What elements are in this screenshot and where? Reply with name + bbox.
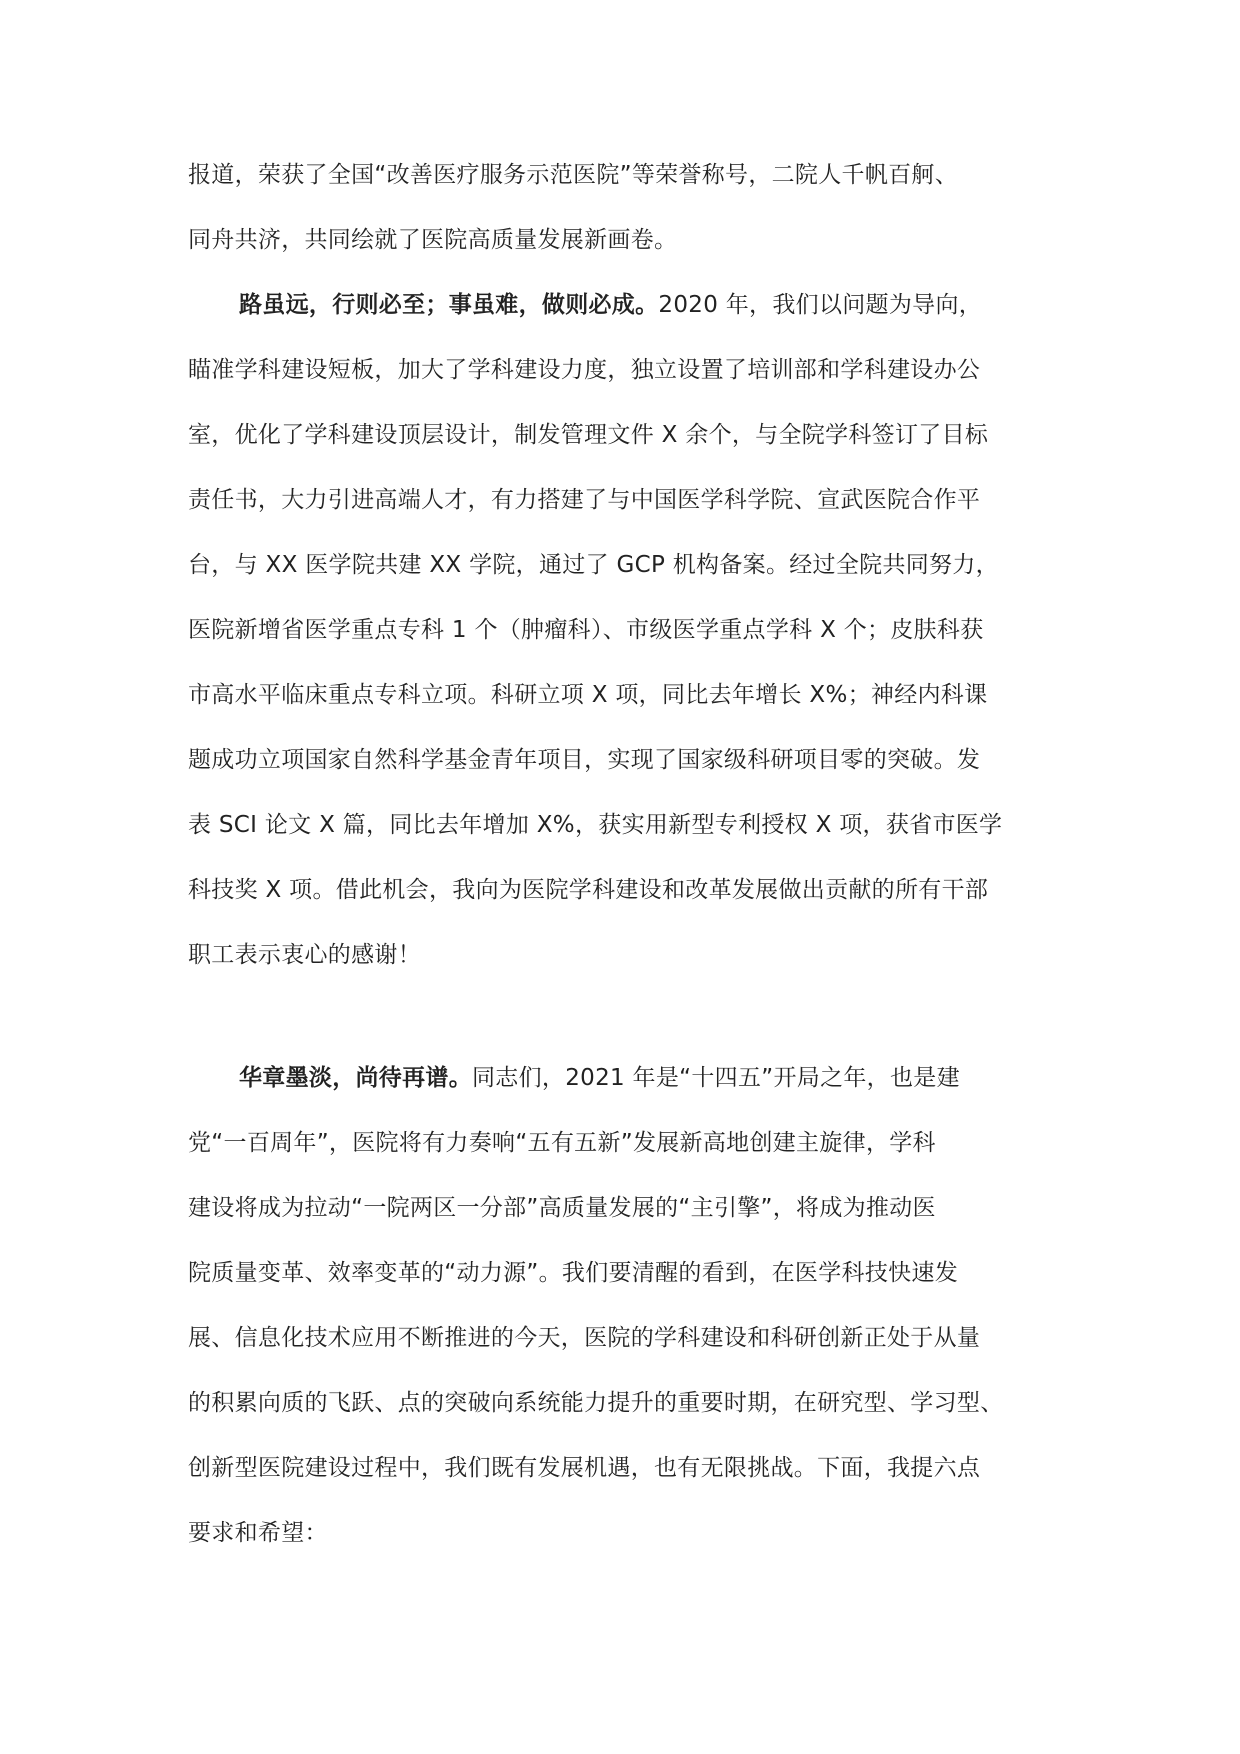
paragraph-line: 科技奖 X 项。借此机会，我向为医院学科建设和改革发展做出贡献的所有干部 [188, 877, 989, 903]
paragraph-line: 题成功立项国家自然科学基金青年项目，实现了国家级科研项目零的突破。发 [188, 747, 981, 773]
paragraph-line: 党“一百周年”，医院将有力奏响“五有五新”发展新高地创建主旋律，学科 [188, 1130, 936, 1156]
paragraph-lead-bold: 华章墨淡，尚待再谱。 [239, 1065, 472, 1091]
paragraph-first-line-text: 2020 年，我们以问题为导向， [658, 292, 983, 318]
paragraph-line: 创新型医院建设过程中，我们既有发展机遇，也有无限挑战。下面，我提六点 [188, 1455, 981, 1481]
paragraph-line: 职工表示衷心的感谢！ [188, 942, 421, 968]
paragraph-line: 同舟共济，共同绘就了医院高质量发展新画卷。 [188, 227, 678, 253]
paragraph-line: 报道，荣获了全国“改善医疗服务示范医院”等荣誉称号，二院人千帆百舸、 [188, 162, 959, 188]
paragraph-line: 院质量变革、效率变革的“动力源”。我们要清醒的看到，在医学科技快速发 [188, 1260, 959, 1286]
paragraph-line: 展、信息化技术应用不断推进的今天，医院的学科建设和科研创新正处于从量 [188, 1325, 981, 1351]
paragraph-first-line [188, 273, 1064, 338]
paragraph-2 [188, 273, 1064, 988]
paragraph-line: 台，与 XX 医学院共建 XX 学院，通过了 GCP 机构备案。经过全院共同努力， [188, 552, 999, 578]
paragraph-line: 责任书，大力引进高端人才，有力搭建了与中国医学科学院、宣武医院合作平 [188, 487, 981, 513]
paragraph-line: 建设将成为拉动“一院两区一分部”高质量发展的“主引擎”，将成为推动医 [188, 1195, 936, 1221]
paragraph-lead-bold: 路虽远，行则必至；事虽难，做则必成。 [239, 292, 659, 318]
paragraph-line: 室，优化了学科建设顶层设计，制发管理文件 X 余个，与全院学科签订了目标 [188, 422, 989, 448]
paragraph-first-line [188, 1046, 1064, 1111]
paragraph-line: 市高水平临床重点专科立项。科研立项 X 项，同比去年增长 X%；神经内科课 [188, 682, 988, 708]
paragraph-3 [188, 1046, 1064, 1566]
paragraph-first-line-text: 同志们，2021 年是“十四五”开局之年，也是建 [472, 1065, 960, 1091]
paragraph-line: 的积累向质的飞跃、点的突破向系统能力提升的重要时期，在研究型、学习型、 [188, 1390, 1004, 1416]
paragraph-line: 要求和希望： [188, 1520, 328, 1546]
paragraph-line: 医院新增省医学重点专科 1 个（肿瘤科）、市级医学重点学科 X 个；皮肤科获 [188, 617, 984, 643]
paragraph-line: 表 SCI 论文 X 篇，同比去年增加 X%，获实用新型专利授权 X 项，获省市医学 [188, 812, 1003, 838]
paragraph-1 [188, 143, 1064, 273]
paragraph-line: 瞄准学科建设短板，加大了学科建设力度，独立设置了培训部和学科建设办公 [188, 357, 981, 383]
